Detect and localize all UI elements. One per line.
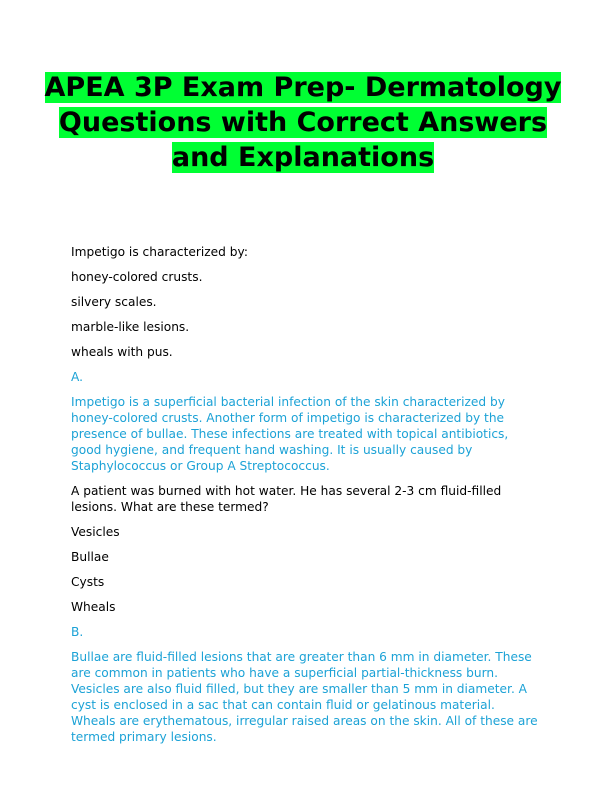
answer-letter: A.	[71, 370, 83, 384]
option-c: Cysts	[71, 575, 105, 589]
question-text: Impetigo is characterized by:	[71, 245, 248, 259]
option-a: Vesicles	[71, 525, 120, 539]
option-c: marble-like lesions.	[71, 320, 190, 334]
option-d: Wheals	[71, 600, 116, 614]
option-d: wheals with pus.	[71, 345, 173, 359]
document-body	[71, 244, 541, 754]
title-highlight: APEA 3P Exam Prep- Dermatology Questions with Correct Answers and Explanations	[44, 72, 562, 173]
option-b: Bullae	[71, 550, 109, 564]
question-text: A patient was burned with hot water. He has several 2-3 cm fluid-filled lesions. What are these termed?	[71, 484, 502, 514]
answer-explanation: Impetigo is a superficial bacterial infection of the skin characterized by honey-colored crusts. Another form of impetigo is characterized by the presence of bullae. These infections are treated with topical antibiotics, good hygiene, and frequent hand washing. It is usually caused by Staphylococcus or Group A Streptococcus.	[71, 395, 509, 473]
option-b: silvery scales.	[71, 295, 157, 309]
answer-letter: B.	[71, 625, 84, 639]
answer-explanation: Bullae are fluid-filled lesions that are greater than 6 mm in diameter. These are common in patients who have a superficial partial-thickness burn. Vesicles are also fluid filled, but they are smaller than 5 mm in diameter. A cyst is enclosed in a sac that can contain fluid or gelatinous material. Wheals are erythematous, irregular raised areas on the skin. All of these are termed primary lesions.	[71, 650, 538, 744]
option-a: honey-colored crusts.	[71, 270, 203, 284]
document-title	[40, 70, 566, 175]
